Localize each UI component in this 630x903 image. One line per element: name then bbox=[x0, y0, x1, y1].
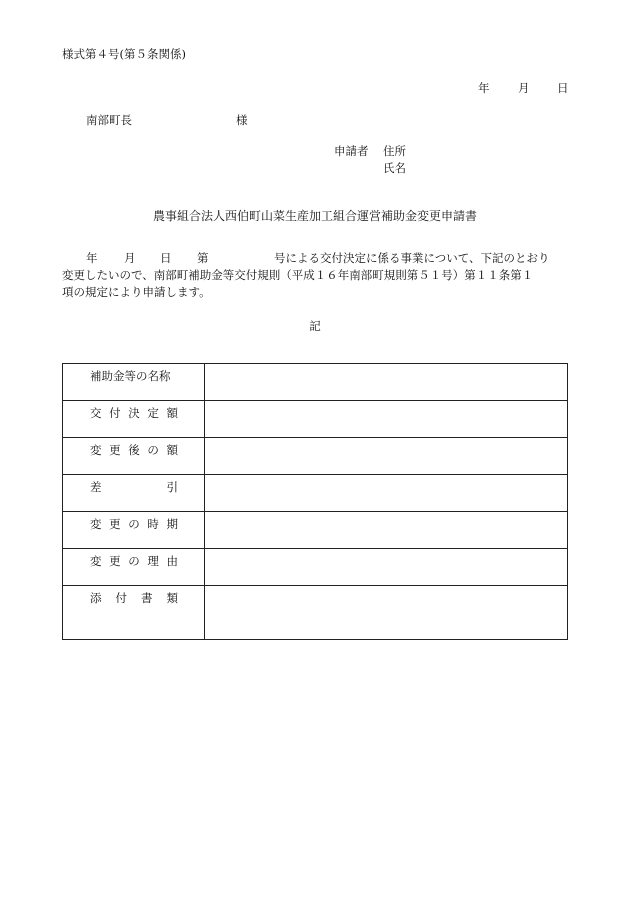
body-dai: 第 bbox=[197, 251, 209, 265]
row-label-cell bbox=[63, 512, 205, 549]
row-label: 差引 bbox=[90, 480, 178, 494]
body-line-2: 変更したいので、南部町補助金等交付規則（平成１６年南部町規則第５１号）第１１条第１ bbox=[62, 268, 534, 282]
table-row bbox=[63, 549, 568, 586]
row-label: 補助金等の名称 bbox=[90, 369, 171, 383]
row-label: 変更の時期 bbox=[90, 517, 178, 531]
row-value-cell[interactable] bbox=[205, 364, 568, 401]
details-table bbox=[62, 363, 568, 640]
applicant-name-label: 氏名 bbox=[383, 161, 406, 175]
applicant-address-label: 住所 bbox=[383, 144, 406, 158]
table-row bbox=[63, 512, 568, 549]
row-value-cell[interactable] bbox=[205, 549, 568, 586]
addressee-name: 南部町長 bbox=[86, 113, 132, 127]
table-row bbox=[63, 364, 568, 401]
ki-heading: 記 bbox=[309, 319, 321, 333]
row-value-cell[interactable] bbox=[205, 438, 568, 475]
form-number: 様式第４号(第５条関係) bbox=[62, 47, 186, 61]
row-label-cell bbox=[63, 549, 205, 586]
body-day: 日 bbox=[160, 251, 172, 265]
row-label-cell bbox=[63, 438, 205, 475]
row-label-cell bbox=[63, 586, 205, 640]
row-value-cell[interactable] bbox=[205, 401, 568, 438]
body-text bbox=[62, 250, 568, 301]
body-year: 年 bbox=[86, 251, 98, 265]
body-line-1-text: 号による交付決定に係る事業について、下記のとおり bbox=[274, 251, 550, 265]
row-label-cell bbox=[63, 364, 205, 401]
document-title: 農事組合法人西伯町山菜生産加工組合運営補助金変更申請書 bbox=[152, 209, 477, 223]
row-value-cell[interactable] bbox=[205, 475, 568, 512]
row-label: 交付決定額 bbox=[90, 406, 178, 420]
body-line-1 bbox=[62, 250, 568, 267]
addressee-suffix: 様 bbox=[236, 113, 248, 127]
row-label-cell bbox=[63, 475, 205, 512]
date-month-label: 月 bbox=[518, 81, 530, 95]
body-month: 月 bbox=[124, 251, 136, 265]
table-row bbox=[63, 438, 568, 475]
row-label-cell bbox=[63, 401, 205, 438]
row-value-cell[interactable] bbox=[205, 512, 568, 549]
date-year-label: 年 bbox=[478, 81, 490, 95]
row-label: 添付書類 bbox=[90, 591, 178, 605]
table-row bbox=[63, 401, 568, 438]
row-label: 変更の理由 bbox=[90, 554, 178, 568]
table-row bbox=[63, 586, 568, 640]
date-day-label: 日 bbox=[557, 81, 569, 95]
row-value-cell[interactable] bbox=[205, 586, 568, 640]
body-line-3: 項の規定により申請します。 bbox=[62, 285, 211, 299]
applicant-label: 申請者 bbox=[334, 144, 369, 158]
row-label: 変更後の額 bbox=[90, 443, 178, 457]
table-row bbox=[63, 475, 568, 512]
